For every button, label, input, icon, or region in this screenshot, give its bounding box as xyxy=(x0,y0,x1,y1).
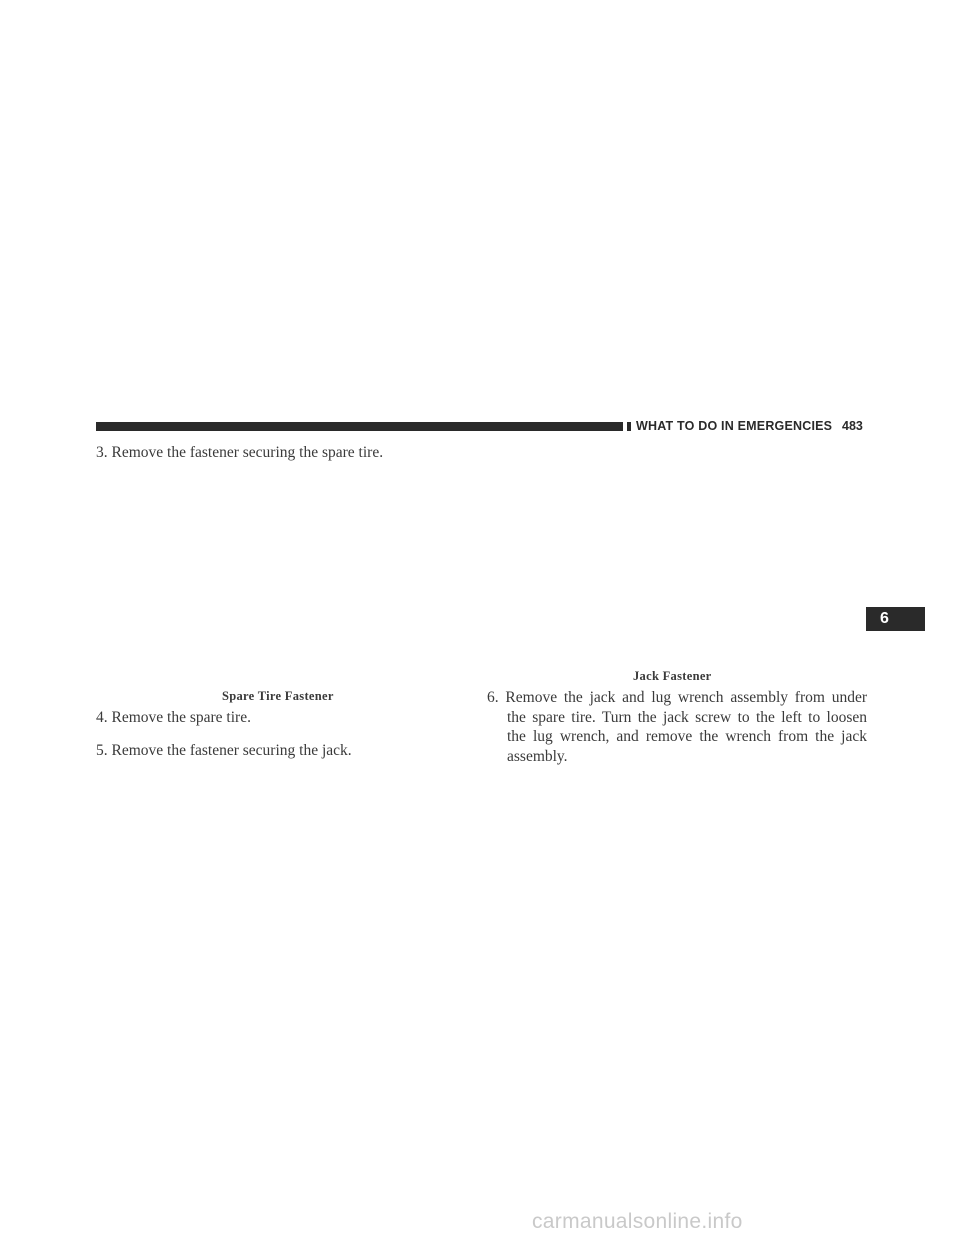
step-6 xyxy=(487,688,867,766)
step-4 xyxy=(96,708,251,727)
page-number: 483 xyxy=(842,419,863,433)
step-number: 4. xyxy=(96,709,108,726)
header-rule xyxy=(96,422,623,431)
step-text: Remove the spare tire. xyxy=(111,709,251,726)
step-text: Remove the fastener securing the jack. xyxy=(111,742,352,759)
chapter-tab: 6 xyxy=(866,607,925,631)
step-number: 5. xyxy=(96,742,108,759)
section-title: WHAT TO DO IN EMERGENCIES xyxy=(636,419,833,433)
step-text: Remove the jack and lug wrench assembly from under xyxy=(505,689,867,706)
step-text: Remove the fastener securing the spare tire. xyxy=(111,444,384,461)
watermark-text: carmanualsonline.info xyxy=(532,1210,743,1233)
header-rule-tab xyxy=(627,422,631,431)
step-6-line-2: the spare tire. Turn the jack screw to the left to loosen xyxy=(507,708,867,726)
step-number: 6. xyxy=(487,689,499,706)
step-number: 3. xyxy=(96,444,108,461)
figure-caption-spare-tire-fastener: Spare Tire Fastener xyxy=(222,689,334,703)
figure-caption-jack-fastener: Jack Fastener xyxy=(633,669,712,683)
step-3 xyxy=(96,443,383,462)
step-6-line-4: assembly. xyxy=(507,747,568,765)
step-5 xyxy=(96,741,352,760)
step-6-line-1 xyxy=(487,688,867,708)
step-6-line-3: the lug wrench, and remove the wrench from the jack xyxy=(507,728,867,745)
